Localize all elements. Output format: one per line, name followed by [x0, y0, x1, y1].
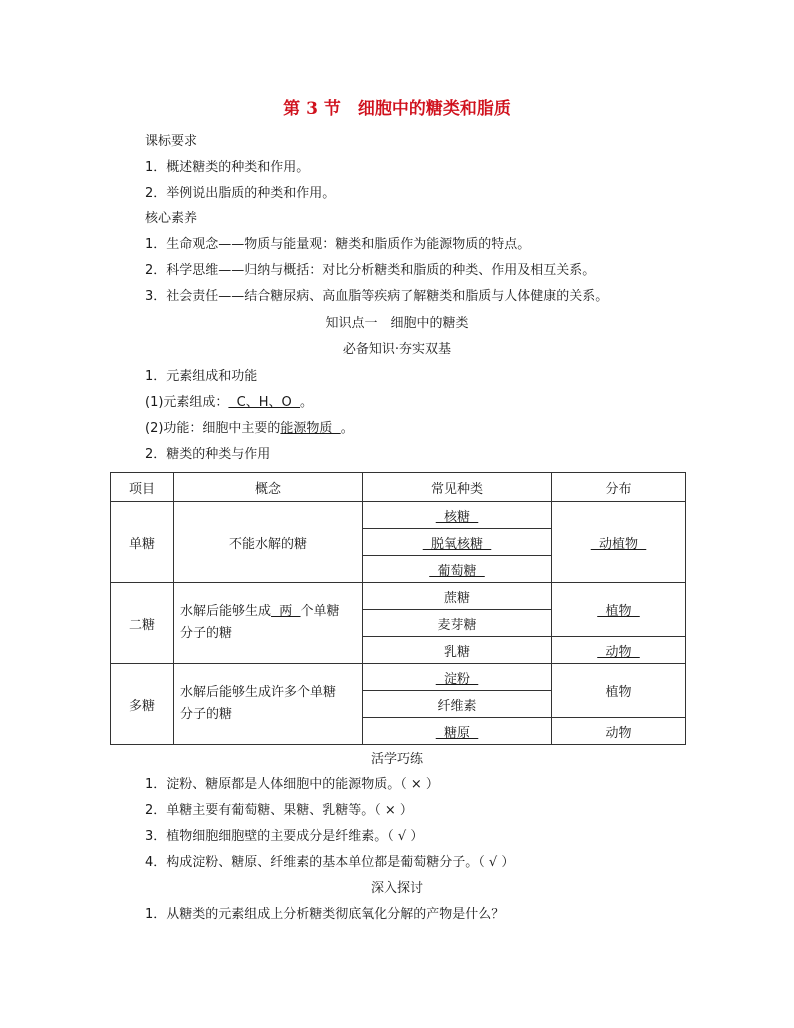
- disaccharide-type: 麦芽糖: [363, 610, 552, 637]
- essential-knowledge-heading: 必备知识·夯实双基: [342, 342, 452, 357]
- element-composition-line: [145, 395, 313, 411]
- disaccharide-concept-text: 个单糖: [300, 604, 340, 619]
- polysaccharide-type: 纤维素: [363, 691, 552, 718]
- function-answer: 能源物质: [280, 421, 341, 436]
- disaccharide-distribution-animal: 动物: [597, 644, 640, 660]
- practice-item: 1．淀粉、糖原都是人体细胞中的能源物质。（ × ）: [145, 777, 439, 792]
- monosaccharide-type: 脱氧核糖: [422, 536, 492, 552]
- practice-item: 4．构成淀粉、糖原、纤维素的基本单位都是葡萄糖分子。（ √ ）: [145, 855, 515, 870]
- practice-heading: 活学巧练: [370, 752, 423, 767]
- knowledge-point-heading: 知识点一 细胞中的糖类: [325, 316, 469, 331]
- monosaccharide-distribution: 动植物: [590, 536, 647, 552]
- practice-item: 3．植物细胞细胞壁的主要成分是纤维素。（ √ ）: [145, 829, 424, 844]
- standard-item: 1．概述糖类的种类和作用。: [145, 160, 310, 175]
- disaccharide-distribution-plant: 植物: [597, 604, 640, 619]
- standards-heading: 课标要求: [145, 134, 198, 149]
- literacy-item: 3．社会责任——结合糖尿病、高血脂等疾病了解糖类和脂质与人体健康的关系。: [145, 289, 609, 304]
- element-composition-answer: C、H、O: [228, 395, 301, 410]
- polysaccharide-concept-text: 水解后能够生成许多个单糖: [180, 685, 337, 700]
- page-title: 第 3 节 细胞中的糖类和脂质: [283, 99, 511, 119]
- element-composition-label: (1)元素组成：: [145, 395, 229, 410]
- disaccharide-concept-text: 分子的糖: [180, 626, 233, 641]
- section-2-heading: 2．糖类的种类与作用: [145, 447, 271, 462]
- standard-item: 2．举例说出脂质的种类和作用。: [145, 186, 336, 201]
- function-label: (2)功能：细胞中主要的: [145, 421, 281, 436]
- header-types: 常见种类: [363, 473, 552, 502]
- header-item: 项目: [111, 473, 174, 502]
- function-end: 。: [340, 421, 354, 436]
- disaccharide-concept: [174, 583, 363, 664]
- header-concept: 概念: [174, 473, 363, 502]
- function-line: [145, 421, 354, 437]
- polysaccharide-concept: [174, 664, 363, 745]
- disaccharide-concept-blank: 两: [271, 604, 301, 619]
- explore-question: 1．从糖类的元素组成上分析糖类彻底氧化分解的产物是什么？: [145, 907, 505, 922]
- table-row: [111, 583, 686, 610]
- polysaccharide-distribution-animal: 动物: [552, 718, 686, 745]
- element-composition-end: 。: [300, 395, 314, 410]
- disaccharide-type: 乳糖: [363, 637, 552, 664]
- section-1-heading: 1．元素组成和功能: [145, 369, 258, 384]
- literacy-heading: 核心素养: [145, 211, 198, 226]
- polysaccharide-concept-text: 分子的糖: [180, 707, 233, 722]
- polysaccharide-type: 淀粉: [435, 671, 479, 687]
- disaccharide-type: 蔗糖: [363, 583, 552, 610]
- header-distribution: 分布: [552, 473, 686, 502]
- sugar-types-table: [110, 472, 686, 745]
- literacy-item: 1．生命观念——物质与能量观：糖类和脂质作为能源物质的特点。: [145, 237, 531, 252]
- table-header-row: [111, 473, 686, 502]
- literacy-item: 2．科学思维——归纳与概括：对比分析糖类和脂质的种类、作用及相互关系。: [145, 263, 596, 278]
- explore-heading: 深入探讨: [370, 881, 423, 896]
- monosaccharide-type: 葡萄糖: [429, 563, 485, 579]
- polysaccharide-label: 多糖: [111, 664, 174, 745]
- monosaccharide-type: 核糖: [435, 509, 479, 525]
- practice-item: 2．单糖主要有葡萄糖、果糖、乳糖等。（ × ）: [145, 803, 413, 818]
- polysaccharide-distribution-plant: 植物: [552, 664, 686, 718]
- polysaccharide-type: 糖原: [435, 725, 479, 741]
- disaccharide-concept-text: 水解后能够生成: [180, 604, 272, 619]
- disaccharide-label: 二糖: [111, 583, 174, 664]
- monosaccharide-concept: 不能水解的糖: [174, 502, 363, 583]
- table-row: [111, 502, 686, 529]
- monosaccharide-label: 单糖: [111, 502, 174, 583]
- table-row: [111, 664, 686, 691]
